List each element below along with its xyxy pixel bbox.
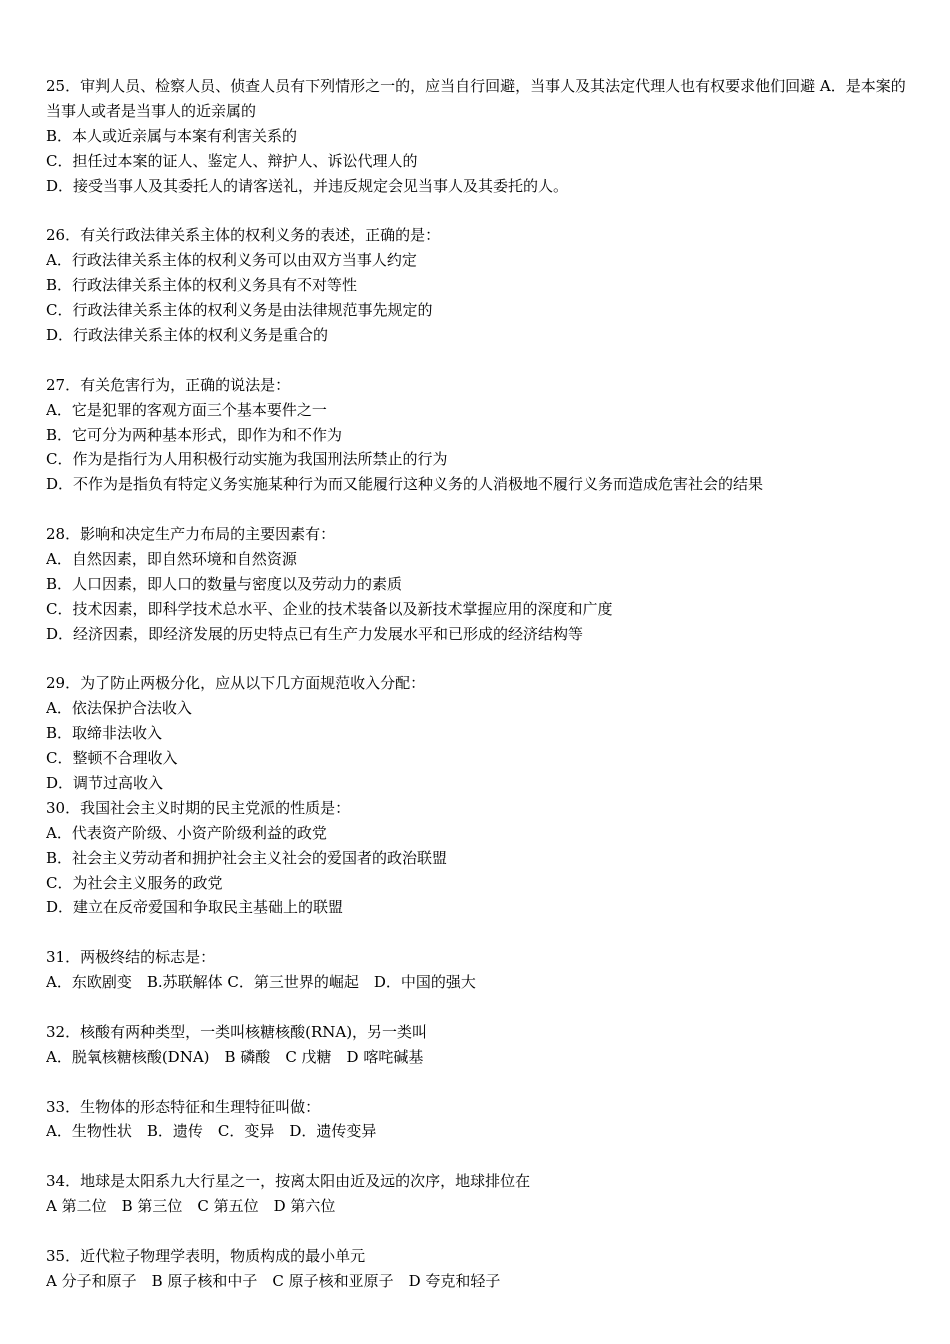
question-28-option-b: B．人口因素，即人口的数量与密度以及劳动力的素质 xyxy=(46,574,403,593)
question-28-option-c: C．技术因素，即科学技术总水平、企业的技术装备以及新技术掌握应用的深度和广度 xyxy=(46,599,613,618)
question-25-stem: 25．审判人员、检察人员、侦查人员有下列情形之一的，应当自行回避，当事人及其法定代理人也有权要求他们回避 A．是本案的当事人或者是当事人的近亲属的 xyxy=(46,77,906,120)
question-27-stem: 27．有关危害行为，正确的说法是： xyxy=(46,375,291,394)
question-30-option-b: B．社会主义劳动者和拥护社会主义社会的爱国者的政治联盟 xyxy=(46,848,448,867)
question-27-option-b: B．它可分为两种基本形式，即作为和不作为 xyxy=(46,425,343,444)
question-27-option-a: A．它是犯罪的客观方面三个基本要件之一 xyxy=(46,400,327,419)
question-26-stem: 26．有关行政法律关系主体的权利义务的表述，正确的是： xyxy=(46,226,441,245)
question-26-option-d: D．行政法律关系主体的权利义务是重合的 xyxy=(46,325,329,344)
question-34-options: A 第二位 B 第三位 C 第五位 D 第六位 xyxy=(46,1197,336,1216)
spacer xyxy=(46,647,908,672)
spacer xyxy=(46,1219,908,1244)
question-32-stem: 32．核酸有两种类型，一类叫核糖核酸(RNA)，另一类叫 xyxy=(46,1022,428,1041)
question-27-option-d: D．不作为是指负有特定义务实施某种行为而又能履行这种义务的人消极地不履行义务而造成危害社会的结果 xyxy=(46,475,764,494)
spacer xyxy=(46,1070,908,1095)
question-33-stem: 33．生物体的形态特征和生理特征叫做： xyxy=(46,1097,321,1116)
question-31-stem: 31．两极终结的标志是： xyxy=(46,948,216,967)
question-28-stem: 28．影响和决定生产力布局的主要因素有： xyxy=(46,525,336,544)
question-29-stem: 29．为了防止两极分化，应从以下几方面规范收入分配： xyxy=(46,674,426,693)
question-30-option-d: D．建立在反帝爱国和争取民主基础上的联盟 xyxy=(46,898,344,917)
question-33-options: A．生物性状 B．遗传 C．变异 D．遗传变异 xyxy=(46,1122,377,1141)
question-32-options: A．脱氧核糖核酸(DNA) B 磷酸 C 戊糖 D 喀咤碱基 xyxy=(46,1047,424,1066)
spacer xyxy=(46,348,908,373)
spacer xyxy=(46,995,908,1020)
document-page xyxy=(46,74,908,1294)
question-26-option-b: B．行政法律关系主体的权利义务具有不对等性 xyxy=(46,276,358,295)
question-25-option-c: C．担任过本案的证人、鉴定人、辩护人、诉讼代理人的 xyxy=(46,151,418,170)
spacer xyxy=(46,497,908,522)
question-26-option-a: A．行政法律关系主体的权利义务可以由双方当事人约定 xyxy=(46,251,417,270)
question-29-option-a: A．依法保护合法收入 xyxy=(46,699,192,718)
question-29-option-b: B．取缔非法收入 xyxy=(46,724,163,743)
question-34-stem: 34．地球是太阳系九大行星之一，按离太阳由近及远的次序，地球排位在 xyxy=(46,1172,531,1191)
question-30-stem: 30．我国社会主义时期的民主党派的性质是： xyxy=(46,798,351,817)
spacer xyxy=(46,1144,908,1169)
question-35-stem: 35．近代粒子物理学表明，物质构成的最小单元 xyxy=(46,1246,366,1265)
question-26-option-c: C．行政法律关系主体的权利义务是由法律规范事先规定的 xyxy=(46,301,433,320)
spacer xyxy=(46,198,908,223)
question-30-option-c: C．为社会主义服务的政党 xyxy=(46,873,223,892)
question-25-option-b: B．本人或近亲属与本案有利害关系的 xyxy=(46,126,298,145)
question-28-option-a: A．自然因素，即自然环境和自然资源 xyxy=(46,549,297,568)
question-28-option-d: D．经济因素，即经济发展的历史特点已有生产力发展水平和已形成的经济结构等 xyxy=(46,624,584,643)
question-31-options: A．东欧剧变 B.苏联解体 C．第三世界的崛起 D．中国的强大 xyxy=(46,973,476,992)
question-35-options: A 分子和原子 B 原子核和中子 C 原子核和亚原子 D 夸克和轻子 xyxy=(46,1271,501,1290)
question-30-option-a: A．代表资产阶级、小资产阶级利益的政党 xyxy=(46,823,327,842)
spacer xyxy=(46,920,908,945)
question-29-option-d: D．调节过高收入 xyxy=(46,773,164,792)
question-27-option-c: C．作为是指行为人用积极行动实施为我国刑法所禁止的行为 xyxy=(46,450,448,469)
question-29-option-c: C．整顿不合理收入 xyxy=(46,749,178,768)
question-25-option-d: D．接受当事人及其委托人的请客送礼，并违反规定会见当事人及其委托的人。 xyxy=(46,176,569,195)
